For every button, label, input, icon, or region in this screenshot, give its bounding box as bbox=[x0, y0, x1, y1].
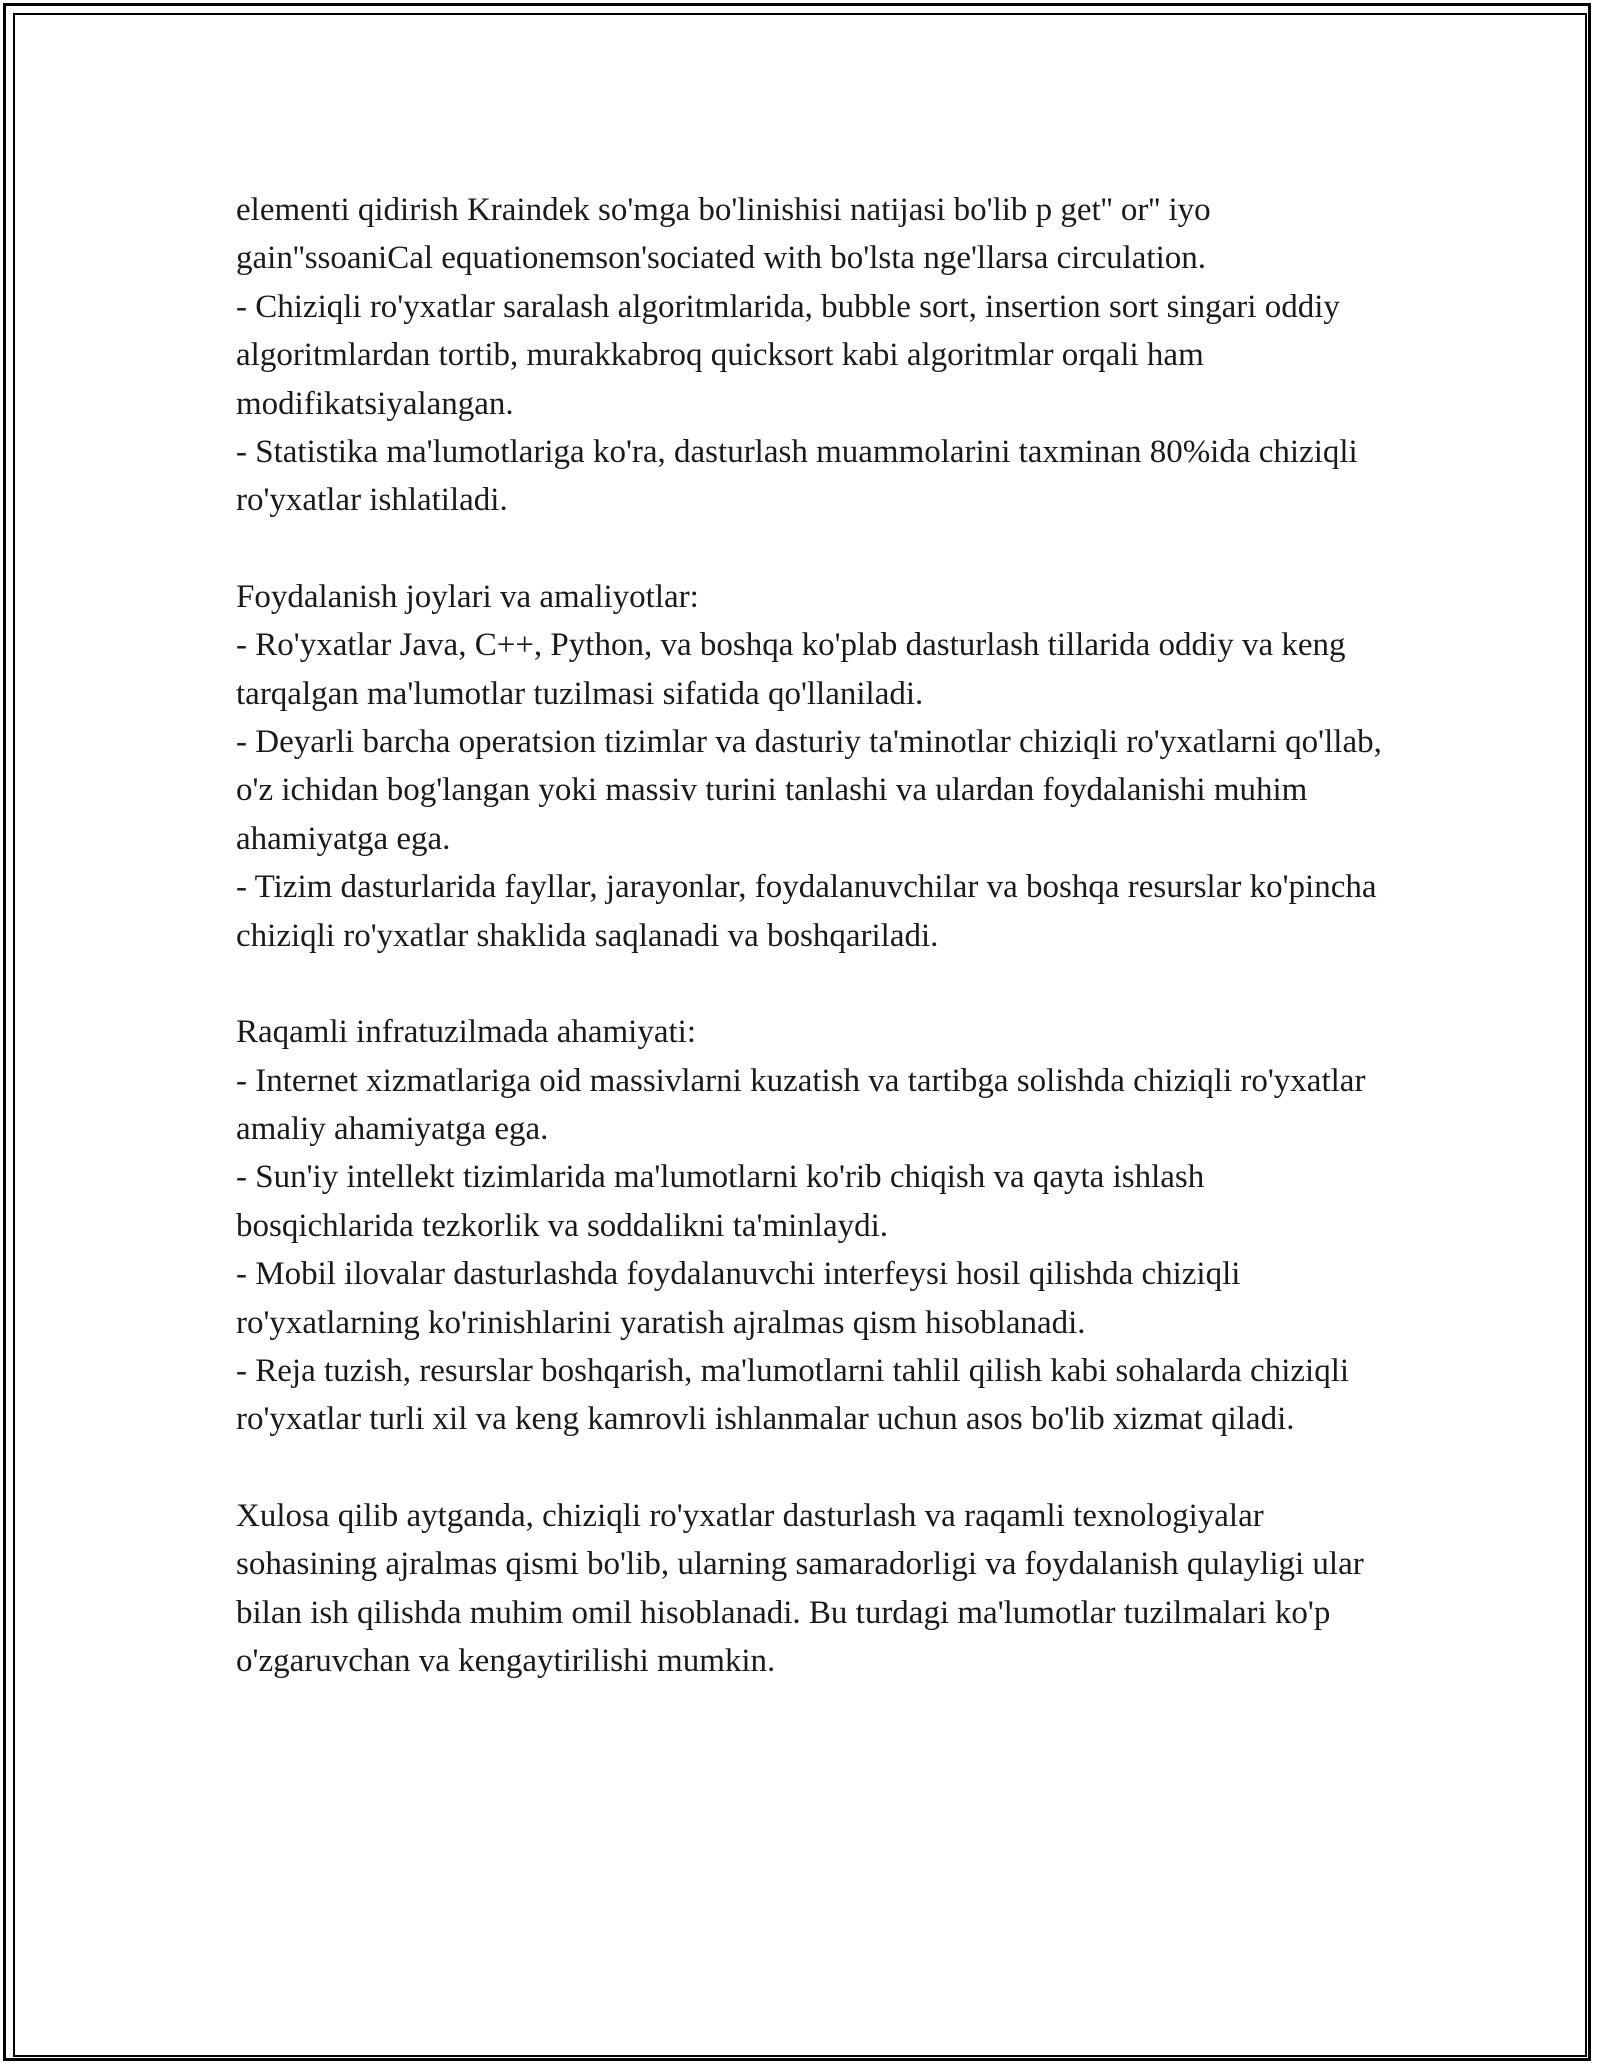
section-heading-digital: Raqamli infratuzilmada ahamiyati: bbox=[236, 1014, 697, 1051]
bullet-item: - Ro'yxatlar Java, C++, Python, va boshqa ko'plab dasturlash tillarida oddiy va keng tarqalgan ma'lumotlar tuzilmasi sifatida qo'llaniladi. bbox=[236, 627, 1346, 712]
bullet-item: - Tizim dasturlarida fayllar, jarayonlar, foydalanuvchilar va boshqa resurslar ko'pincha chiziqli ro'yxatlar shaklida saqlanadi va boshqariladi. bbox=[236, 869, 1377, 954]
bullet-item: - Chiziqli ro'yxatlar saralash algoritmlarida, bubble sort, insertion sort singari oddiy algoritmlardan tortib, murakkabroq quicksort kabi algoritmlar orqali ham modifikatsiyalangan. bbox=[236, 288, 1340, 422]
paragraph-gap bbox=[236, 960, 1386, 1008]
bullet-item: - Statistika ma'lumotlariga ko'ra, dasturlash muammolarini taxminan 80%ida chiziqli ro'yxatlar ishlatiladi. bbox=[236, 434, 1358, 519]
bullet-item: - Reja tuzish, resurslar boshqarish, ma'lumotlarni tahlil qilish kabi sohalarda chiziqli ro'yxatlar turli xil va keng kamrovli ishlanmalar uchun asos bo'lib xizmat qiladi. bbox=[236, 1352, 1350, 1438]
page-body bbox=[236, 186, 1386, 1685]
conclusion-paragraph: Xulosa qilib aytganda, chiziqli ro'yxatlar dasturlash va raqamli texnologiyalar sohasining ajralmas qismi bo'lib, ularning samaradorligi va foydalanish qulayligi ular bilan ish qilishda muhim omil hisoblanadi. Bu turdagi ma'lumotlar tuzilmalari ko'p o'zgaruvchan va kengaytirilishi mumkin. bbox=[236, 1497, 1364, 1679]
section-heading-usage: Foydalanish joylari va amaliyotlar: bbox=[236, 578, 699, 615]
intro-line: gain''ssoaniCal equationemson'sociated with bo'lsta nge'llarsa circulation. bbox=[236, 240, 1206, 277]
bullet-item: - Sun'iy intellekt tizimlarida ma'lumotlarni ko'rib chiqish va qayta ishlash bosqichlarida tezkorlik va soddalikni ta'minlaydi. bbox=[236, 1159, 1205, 1244]
paragraph-gap bbox=[236, 525, 1386, 573]
bullet-item: - Deyarli barcha operatsion tizimlar va dasturiy ta'minotlar chiziqli ro'yxatlarni qo'llab, o'z ichidan bog'langan yoki massiv turini tanlashi va ulardan foydalanishi muhim ahamiyatga ega. bbox=[236, 724, 1382, 857]
bullet-item: - Mobil ilovalar dasturlashda foydalanuvchi interfeysi hosil qilishda chiziqli ro'yxatlarning ko'rinishlarini yaratish ajralmas qism hisoblanadi. bbox=[236, 1256, 1241, 1341]
bullet-item: - Internet xizmatlariga oid massivlarni kuzatish va tartibga solishda chiziqli ro'yxatlar amaliy ahamiyatga ega. bbox=[236, 1062, 1366, 1147]
paragraph-gap bbox=[236, 1444, 1386, 1492]
intro-line: elementi qidirish Kraindek so'mga bo'linishisi natijasi bo'lib p get'' or'' iyo bbox=[236, 192, 1211, 228]
